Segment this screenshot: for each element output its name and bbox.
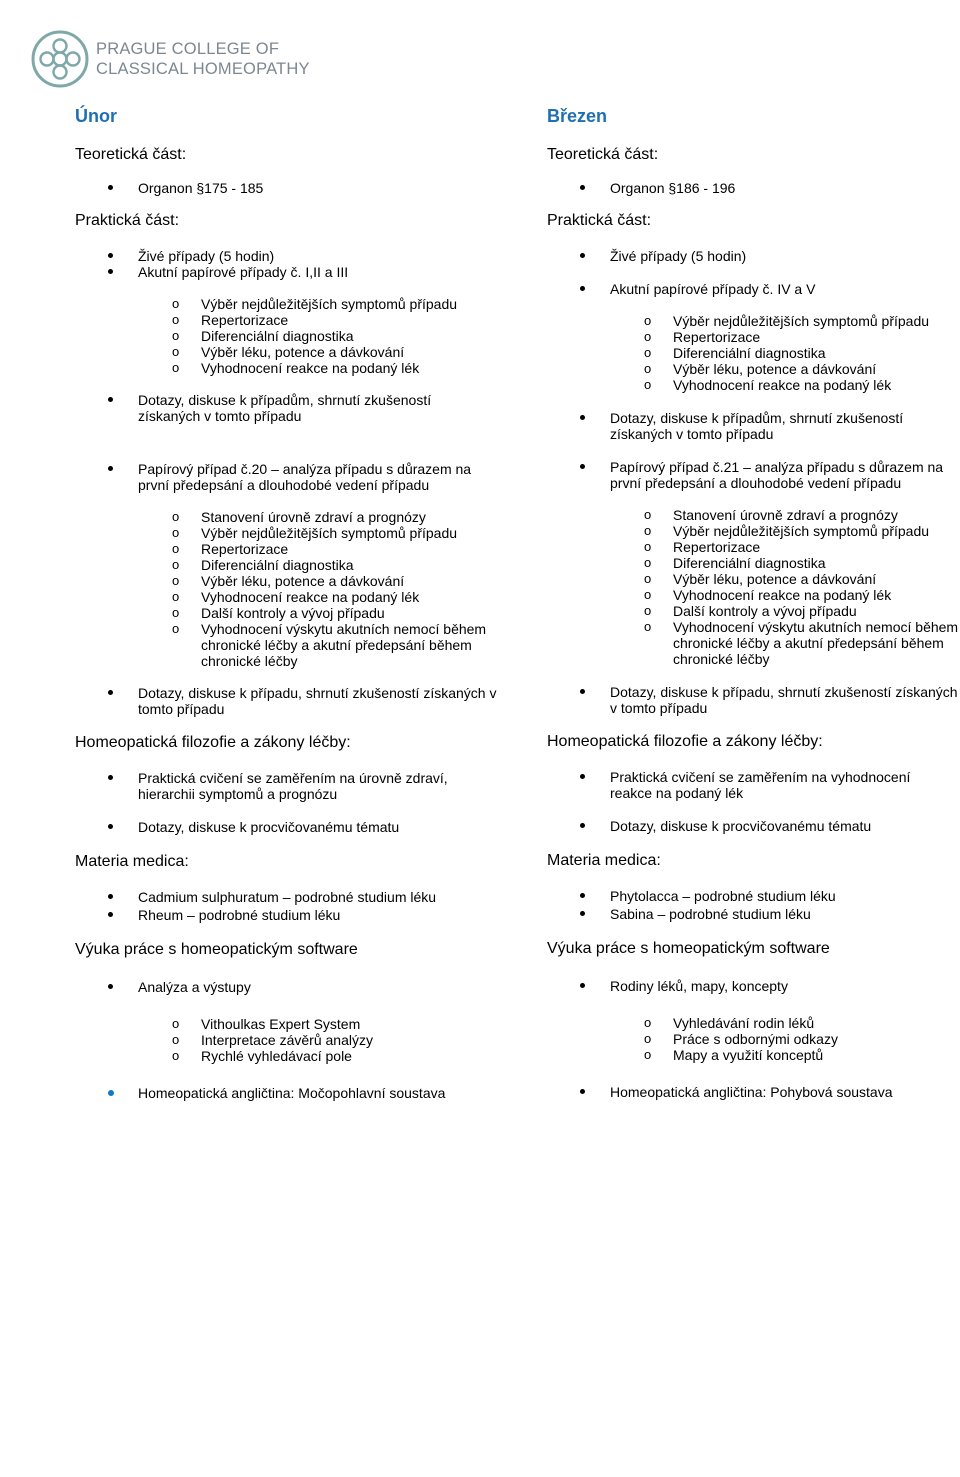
list-item: Sabina – podrobné studium léku: [547, 906, 959, 922]
list-item: o Vyhodnocení výskytu akutních nemocí během chronické léčby a akutní předepsání během chronické léčby: [75, 621, 496, 669]
english-list: [547, 1084, 959, 1100]
list-item: o Vyhodnocení reakce na podaný lék: [547, 377, 959, 393]
paper-case-sublist: [75, 509, 505, 669]
month-title: Únor: [75, 106, 117, 126]
college-logo-icon: [30, 29, 90, 89]
list-item: o Vyhodnocení reakce na podaný lék: [75, 360, 505, 376]
materia-title: Materia medica:: [547, 852, 661, 869]
list-item: o Stanovení úrovně zdraví a prognózy: [547, 507, 959, 523]
practice-list: [547, 248, 959, 297]
list-item: o Diferenciální diagnostika: [75, 557, 505, 573]
month-title: Březen: [547, 106, 608, 126]
list-item: o Repertorizace: [547, 329, 959, 345]
software-sublist: [547, 1015, 959, 1063]
list-item: Praktická cvičení se zaměřením na úrovně zdraví, hierarchii symptomů a prognózu: [75, 770, 458, 802]
list-item: Akutní papírové případy č. IV a V: [547, 281, 959, 297]
list-item: o Výběr léku, potence a dávkování: [75, 344, 505, 360]
list-item: Dotazy, diskuse k procvičovanému tématu: [75, 819, 505, 835]
list-item: o Výběr nejdůležitějších symptomů případu: [547, 523, 959, 539]
list-item: o Rychlé vyhledávací pole: [75, 1048, 505, 1064]
list-item: o Práce s odbornými odkazy: [547, 1031, 959, 1047]
list-item: o Výběr nejdůležitějších symptomů případu: [75, 296, 505, 312]
philosophy-list: [75, 770, 505, 835]
software-list: [75, 979, 505, 995]
list-item: Dotazy, diskuse k případu, shrnutí zkušeností získaných v tomto případu: [75, 685, 498, 717]
list-item: Organon §175 - 185: [75, 180, 505, 196]
theory-title: Teoretická část:: [75, 146, 187, 163]
list-item: o Další kontroly a vývoj případu: [75, 605, 505, 621]
list-item: o Výběr nejdůležitějších symptomů případu: [547, 313, 959, 329]
list-item: o Vyhodnocení reakce na podaný lék: [75, 589, 505, 605]
software-sublist: [75, 1016, 505, 1064]
materia-title: Materia medica:: [75, 853, 189, 870]
list-item: o Vyhodnocení reakce na podaný lék: [547, 587, 959, 603]
theory-list: [75, 180, 505, 196]
college-name: [96, 39, 310, 79]
college-logo: [30, 28, 310, 90]
practice-title: Praktická část:: [75, 212, 180, 229]
list-item: o Mapy a využití konceptů: [547, 1047, 959, 1063]
list-item: Akutní papírové případy č. I,II a III: [75, 264, 505, 280]
college-name-line2: CLASSICAL HOMEOPATHY: [96, 60, 310, 78]
list-item: Phytolacca – podrobné studium léku: [547, 888, 959, 904]
list-item: o Vyhodnocení výskytu akutních nemocí během chronické léčby a akutní předepsání během chronické léčby: [547, 619, 960, 667]
software-title: Výuka práce s homeopatickým software: [75, 941, 358, 958]
college-name-line1: PRAGUE COLLEGE OF: [96, 40, 280, 58]
list-item: o Výběr léku, potence a dávkování: [547, 361, 959, 377]
list-item: o Vyhledávání rodin léků: [547, 1015, 959, 1031]
march-column: [547, 104, 959, 1100]
practice-title: Praktická část:: [547, 212, 652, 229]
paper-case-list: [75, 461, 505, 493]
paper-case-list: [547, 459, 959, 491]
list-item: Analýza a výstupy: [75, 979, 505, 995]
list-item: Homeopatická angličtina: Močopohlavní soustava: [75, 1085, 505, 1101]
list-item: o Diferenciální diagnostika: [547, 345, 959, 361]
list-item: o Výběr léku, potence a dávkování: [547, 571, 959, 587]
list-item: Rodiny léků, mapy, koncepty: [547, 978, 959, 994]
list-item: Živé případy (5 hodin): [547, 248, 959, 264]
theory-list: [547, 180, 959, 196]
list-item: o Repertorizace: [75, 541, 505, 557]
list-item: o Další kontroly a vývoj případu: [547, 603, 959, 619]
list-item: Dotazy, diskuse k případům, shrnutí zkušeností získaných v tomto případu: [75, 392, 443, 424]
list-item: Organon §186 - 196: [547, 180, 959, 196]
list-item: Dotazy, diskuse k případu, shrnutí zkušeností získaných v tomto případu: [547, 684, 960, 716]
english-list: [75, 1085, 505, 1101]
list-item: o Diferenciální diagnostika: [547, 555, 959, 571]
questions-list: [75, 392, 505, 424]
acute-sublist: [75, 296, 505, 376]
questions-list: [547, 410, 959, 442]
list-item: o Interpretace závěrů analýzy: [75, 1032, 505, 1048]
software-title: Výuka práce s homeopatickým software: [547, 940, 830, 957]
list-item: Cadmium sulphuratum – podrobné studium léku: [75, 889, 505, 905]
list-item: o Repertorizace: [75, 312, 505, 328]
philosophy-title: Homeopatická filozofie a zákony léčby:: [75, 734, 351, 751]
list-item: Rheum – podrobné studium léku: [75, 907, 505, 923]
philosophy-list: [547, 769, 959, 834]
list-item: o Vithoulkas Expert System: [75, 1016, 505, 1032]
questions-list-2: [547, 684, 959, 716]
list-item: o Stanovení úrovně zdraví a prognózy: [75, 509, 505, 525]
practice-list: [75, 248, 505, 280]
list-item: Papírový případ č.21 – analýza případu s důrazem na první předepsání a dlouhodobé vedení případu: [547, 459, 955, 491]
theory-title: Teoretická část:: [547, 146, 659, 163]
questions-list-2: [75, 685, 505, 717]
list-item: Praktická cvičení se zaměřením na vyhodnocení reakce na podaný lék: [547, 769, 955, 801]
list-item: o Diferenciální diagnostika: [75, 328, 505, 344]
list-item: Dotazy, diskuse k případům, shrnutí zkušeností získaných v tomto případu: [547, 410, 915, 442]
list-item: o Výběr nejdůležitějších symptomů případu: [75, 525, 505, 541]
february-column: [75, 104, 505, 1101]
list-item: o Výběr léku, potence a dávkování: [75, 573, 505, 589]
acute-sublist: [547, 313, 959, 393]
list-item: Dotazy, diskuse k procvičovanému tématu: [547, 818, 959, 834]
materia-list: [547, 888, 959, 922]
list-item: Papírový případ č.20 – analýza případu s důrazem na první předepsání a dlouhodobé vedení případu: [75, 461, 478, 493]
software-list: [547, 978, 959, 994]
philosophy-title: Homeopatická filozofie a zákony léčby:: [547, 733, 823, 750]
materia-list: [75, 889, 505, 923]
list-item: Živé případy (5 hodin): [75, 248, 505, 264]
list-item: o Repertorizace: [547, 539, 959, 555]
list-item: Homeopatická angličtina: Pohybová soustava: [547, 1084, 959, 1100]
paper-case-sublist: [547, 507, 959, 667]
